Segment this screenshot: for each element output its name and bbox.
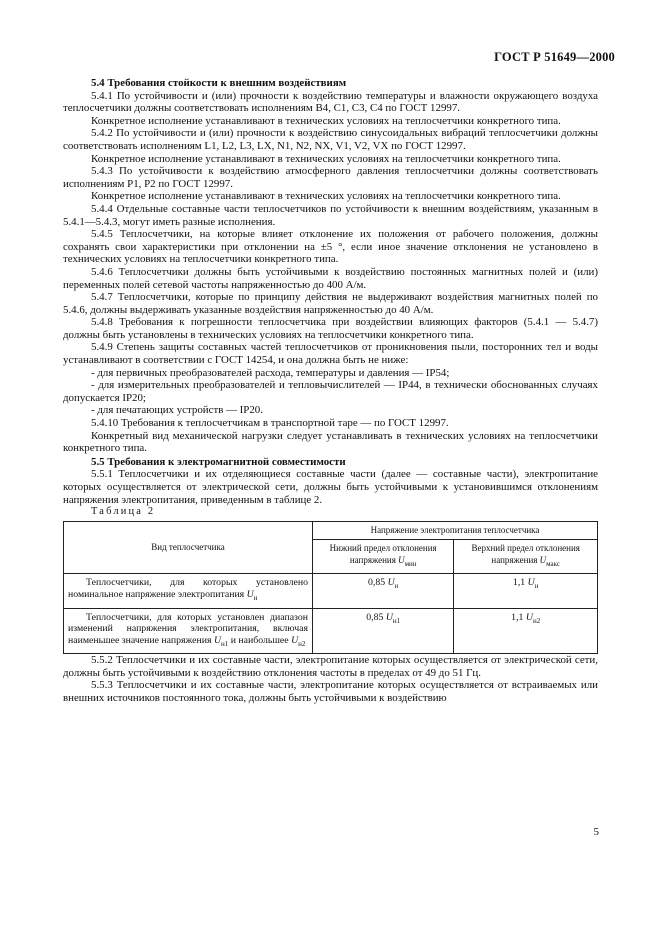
row-description: Теплосчетчики, для которых установлен диапазон изменений напряжения электропитания, включая наименьшее значение напряжения $U_{н1}$ и наибольшее $U_{н2}$	[64, 608, 313, 654]
paragraph: 5.4.4 Отдельные составные части теплосчетчиков по устойчивости к внешним воздействиям, указанным в 5.4.1—5.4.3, могут иметь разные исполнения.	[63, 202, 598, 228]
document-body	[63, 77, 598, 705]
section-title-5-5: 5.5 Требования к электромагнитной совместимости	[91, 455, 346, 468]
paragraph: 5.5.3 Теплосчетчики и их составные части, электропитание которых осуществляется от встраиваемых или внешних источников постоянного тока, должны быть устойчивыми к воздействию	[63, 679, 598, 705]
paragraph: 5.5.1 Теплосчетчики и их отделяющиеся составные части (далее — составные части), электропитание которых осуществляется от электрической сети, должны быть устойчивыми к установившимся отклонениям напряжения электропитания, приведенным в таблице 2.	[63, 468, 598, 506]
list-item: - для измерительных преобразователей и тепловычислителей — IP44, в технически обоснованных случаях допускается IP20;	[63, 379, 598, 404]
paragraph: 5.4.6 Теплосчетчики должны быть устойчивыми к воздействию постоянных магнитных полей и (или) переменных полей сетевой частоты напряженностью до 400 А/м.	[63, 265, 598, 291]
header-upper-limit: Верхний предел отклонения напряжения $U_{макс}$	[454, 540, 598, 574]
paragraph: 5.4.9 Степень защиты составных частей теплосчетчиков от проникновения пыли, посторонних тел и воды устанавливают в соответствии с ГОСТ 14254, и она должна быть не ниже:	[63, 341, 598, 367]
document-header: ГОСТ Р 51649—2000	[494, 50, 615, 64]
paragraph: 5.4.2 По устойчивости и (или) прочности к воздействию синусоидальных вибраций теплосчетчики должны соответствовать исполнениям L1, L2, L3, LX, N1, N2, NX, V1, V2, VX по ГОСТ 12997.	[63, 127, 598, 152]
table-caption: Таблица 2	[91, 506, 156, 518]
table-row	[64, 608, 598, 654]
paragraph: Конкретный вид механической нагрузки следует устанавливать в технических условиях на теплосчетчики конкретного типа.	[63, 429, 598, 455]
list-item: - для первичных преобразователей расхода, температуры и давления — IP54;	[91, 366, 450, 379]
table-row	[64, 574, 598, 608]
paragraph: 5.4.5 Теплосчетчики, на которые влияет отклонение их положения от рабочего положения, должны сохранять свои характеристики при отклонении на ±5 °, если иное значение отклонения не установлено в технических условиях на теплосчетчики конкретного типа.	[63, 228, 598, 266]
paragraph: 5.5.2 Теплосчетчики и их составные части, электропитание которых осуществляется от электрической сети, должны быть устойчивыми к воздействию отклонения частоты в пределах от 49 до 51 Гц.	[63, 654, 598, 679]
list-item: - для печатающих устройств — IP20.	[91, 404, 263, 417]
header-type: Вид теплосчетчика	[64, 521, 313, 574]
paragraph: Конкретное исполнение устанавливают в технических условиях на теплосчетчики конкретного типа.	[91, 152, 561, 165]
row-upper-value: 1,1 $U_{н2}$	[454, 608, 598, 654]
section-title-5-4: 5.4 Требования стойкости к внешним воздействиям	[91, 77, 347, 89]
header-lower-limit: Нижний предел отклонения напряжения $U_{мин}$	[313, 540, 454, 574]
paragraph: 5.4.10 Требования к теплосчетчикам в транспортной таре — по ГОСТ 12997.	[91, 417, 449, 430]
paragraph: 5.4.7 Теплосчетчики, которые по принципу действия не выдерживают воздействия магнитных полей по 5.4.6, должны выдерживать указанные воздействия напряженностью до 40 А/м.	[63, 291, 598, 316]
paragraph: 5.4.1 По устойчивости и (или) прочности к воздействию температуры и влажности окружающего воздуха теплосчетчики должны соответствовать исполнениям В4, С1, С3, С4 по ГОСТ 12997.	[63, 89, 598, 115]
row-upper-value: 1,1 $U_н$	[454, 574, 598, 608]
paragraph: Конкретное исполнение устанавливают в технических условиях на теплосчетчики конкретного типа.	[91, 190, 561, 203]
row-lower-value: 0,85 $U_н$	[313, 574, 454, 608]
row-lower-value: 0,85 $U_{н1}$	[313, 608, 454, 654]
paragraph: 5.4.8 Требования к погрешности теплосчетчика при воздействии влияющих факторов (5.4.1 — 5.4.7) должны быть установлены в технических условиях на теплосчетчики конкретного типа.	[63, 316, 598, 341]
paragraph: 5.4.3 По устойчивости к воздействию атмосферного давления теплосчетчики должны соответствовать исполнениям Р1, Р2 по ГОСТ 12997.	[63, 165, 598, 190]
row-description: Теплосчетчики, для которых установлено номинальное напряжение электропитания $U_н$	[64, 574, 313, 608]
table-header-row	[64, 521, 598, 540]
page-number: 5	[593, 826, 599, 838]
header-voltage-group: Напряжение электропитания теплосчетчика	[313, 521, 598, 540]
paragraph: Конкретное исполнение устанавливают в технических условиях на теплосчетчики конкретного типа.	[91, 114, 561, 127]
voltage-table	[63, 521, 598, 654]
